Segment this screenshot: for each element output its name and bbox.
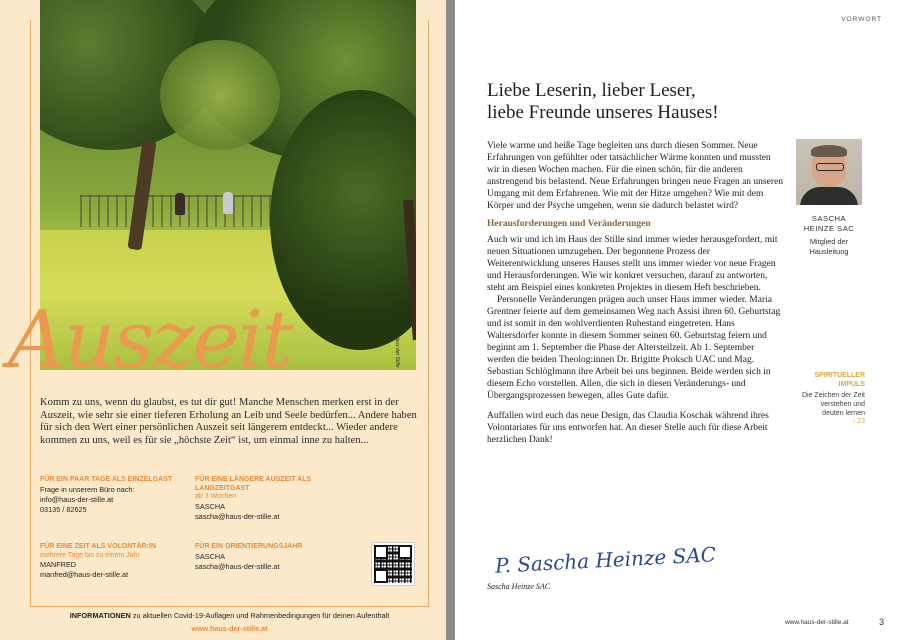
email-link[interactable]: info@haus-der-stille.at <box>40 494 114 504</box>
info-box-volontaer <box>40 543 190 580</box>
photo-credit: Haus der Stille <box>394 335 400 368</box>
headline-line-1: Liebe Leserin, lieber Leser, <box>487 80 696 101</box>
contact-name: MANFRED <box>40 560 77 569</box>
spiritual-impulse-teaser[interactable] <box>801 372 865 425</box>
box-heading: FÜR EINE ZEIT ALS VOLONTÄR:IN <box>40 543 157 550</box>
signature: P. Sascha Heinze SAC <box>494 542 717 578</box>
website-link[interactable]: www.haus-der-stille.at <box>191 624 268 633</box>
section-label: VORWORT <box>841 16 882 23</box>
box-text: Frage in unserem Büro nach: <box>40 484 135 494</box>
email-link[interactable]: sascha@haus-der-stille.at <box>195 511 280 521</box>
signer-name: Sascha Heinze SAC <box>487 582 551 591</box>
email-link[interactable]: sascha@haus-der-stille.at <box>195 561 280 571</box>
box-heading: FÜR EIN ORIENTIERUNGSJAHR <box>195 543 303 550</box>
info-box-langzeitgast <box>195 476 345 522</box>
author-name-line: HEINZE SAC <box>803 224 855 233</box>
author-role-line: Mitglied der <box>809 237 849 246</box>
subheading: Herausforderungen und Veränderungen <box>487 219 651 229</box>
page-number: 3 <box>879 617 885 627</box>
left-page <box>0 0 446 640</box>
right-page <box>455 0 904 640</box>
headline <box>487 80 867 124</box>
author-role-line: Hausleitung <box>809 247 849 256</box>
impulse-text: Die Zeichen der Zeit verstehen und deuten lernen <box>801 392 865 417</box>
author-photo <box>796 139 862 205</box>
paragraph: Auffallen wird euch das neue Design, das Claudia Koschak während ihres Volontariates für uns entworfen hat. An dieser Stelle auch für diese Arbeit herzlichen Dank! <box>487 411 769 445</box>
website-link[interactable]: www.haus-der-stille.at <box>785 619 849 626</box>
box-heading: FÜR EIN PAAR TAGE ALS EINZELGAST <box>40 476 173 483</box>
contact-name: SASCHA <box>195 501 226 511</box>
info-box-orientierungsjahr <box>195 543 345 572</box>
auszeit-title: Auszeit <box>8 293 292 386</box>
frame-line <box>30 606 429 607</box>
author-name-line: SASCHA <box>811 214 847 223</box>
paragraph: Auch wir und ich im Haus der Stille sind immer wieder herausgefordert, mit neuen Situationen umzugehen. Der begonnene Prozess der Weiterentwicklung unseres Hauses stellt uns immer wieder vor neue Fragen und Herausforderungen. Wie wir konkret versuchen, darauf zu antworten, steht am Beispiel eines konkreten Projektes in diesem Heft beschrieben. <box>487 235 778 293</box>
covid-info <box>30 611 429 620</box>
intro-text: Komm zu uns, wenn du glaubst, es tut dir gut! Manche Menschen merken erst in der Auszeit, wie sehr sie einer tieferen Erholung an Leib und Seele bedürfen... Andere haben für sich den Wert einer persönlichen Auszeit seit längerem entdeckt... Wieder andere kommen zu uns, weil es für sie „höchste Zeit“ ist, um einmal inne zu halten... <box>40 397 417 446</box>
email-link[interactable]: manfred@haus-der-stille.at <box>40 570 129 579</box>
covid-info-text: zu aktuellen Covid-19-Auflagen und Rahmenbedingungen für deinen Aufenthalt <box>130 611 390 620</box>
covid-info-label: INFORMATIONEN <box>69 611 131 620</box>
headline-line-2: liebe Freunde unseres Hauses! <box>487 102 719 123</box>
paragraph: Viele warme und heiße Tage begleiten uns durch diesen Sommer. Neue Erfahrungen von gefühlter oder tatsächlicher Wärme konnten und mussten wir in diesen Wochen machen. Für die einen schön, für die anderen anstrengend bis belastend. Neue Erfahrungen bringen neue Fragen an unseren Umgang mit dem Erfahrenen. Wie mit der Hitze umgehen? Wie mit dem Körper und der Psyche umgehen, wenn sie dadurch belastet wird? <box>487 141 783 211</box>
paragraph: Personelle Veränderungen prägen auch unser Haus immer wieder. Maria Grentner feierte auf dem gemeinsamen Weg nach Assisi ihren 60. Geburtstag und ist somit in den wohlverdienten Ruhestand eingetreten. Hans Waltersdorfer konnte in diesem Sommer seinen 60. Geburtstag feiern und beginnt am 1. September die Phase der Altersteilzeit. Ab 1. September werden die beiden Theolog:innen Dr. Brigitte Proksch UAC und Mag. Sebastian Schlöglmann ihre Arbeit bei uns beginnen. Beide werden sich in diesem Echo vorstellen. Allen, die sich in diesen Veränderungs- und Übergangsprozessen bewegen, alles Gute dafür. <box>487 295 781 401</box>
qr-code-icon[interactable] <box>372 543 414 585</box>
author-role <box>785 237 873 257</box>
page-reference: › 23 <box>852 418 865 425</box>
frame-line <box>428 20 429 606</box>
person-figure <box>175 193 185 215</box>
impulse-title: SPIRITUELLER IMPULS <box>814 372 865 388</box>
editorial-body <box>487 140 783 446</box>
person-figure <box>223 192 233 214</box>
phone-number: 03135 / 82625 <box>40 504 87 514</box>
box-subheading: ab 3 Wochen <box>195 493 237 500</box>
box-subheading: mehrere Tage bis zu einem Jahr <box>40 551 140 559</box>
author-name <box>785 214 873 234</box>
contact-name: SASCHA <box>195 551 226 561</box>
box-heading: FÜR EINE LÄNGERE AUSZEIT ALS LANGZEITGAST <box>195 476 312 492</box>
info-box-einzelgast <box>40 476 190 515</box>
